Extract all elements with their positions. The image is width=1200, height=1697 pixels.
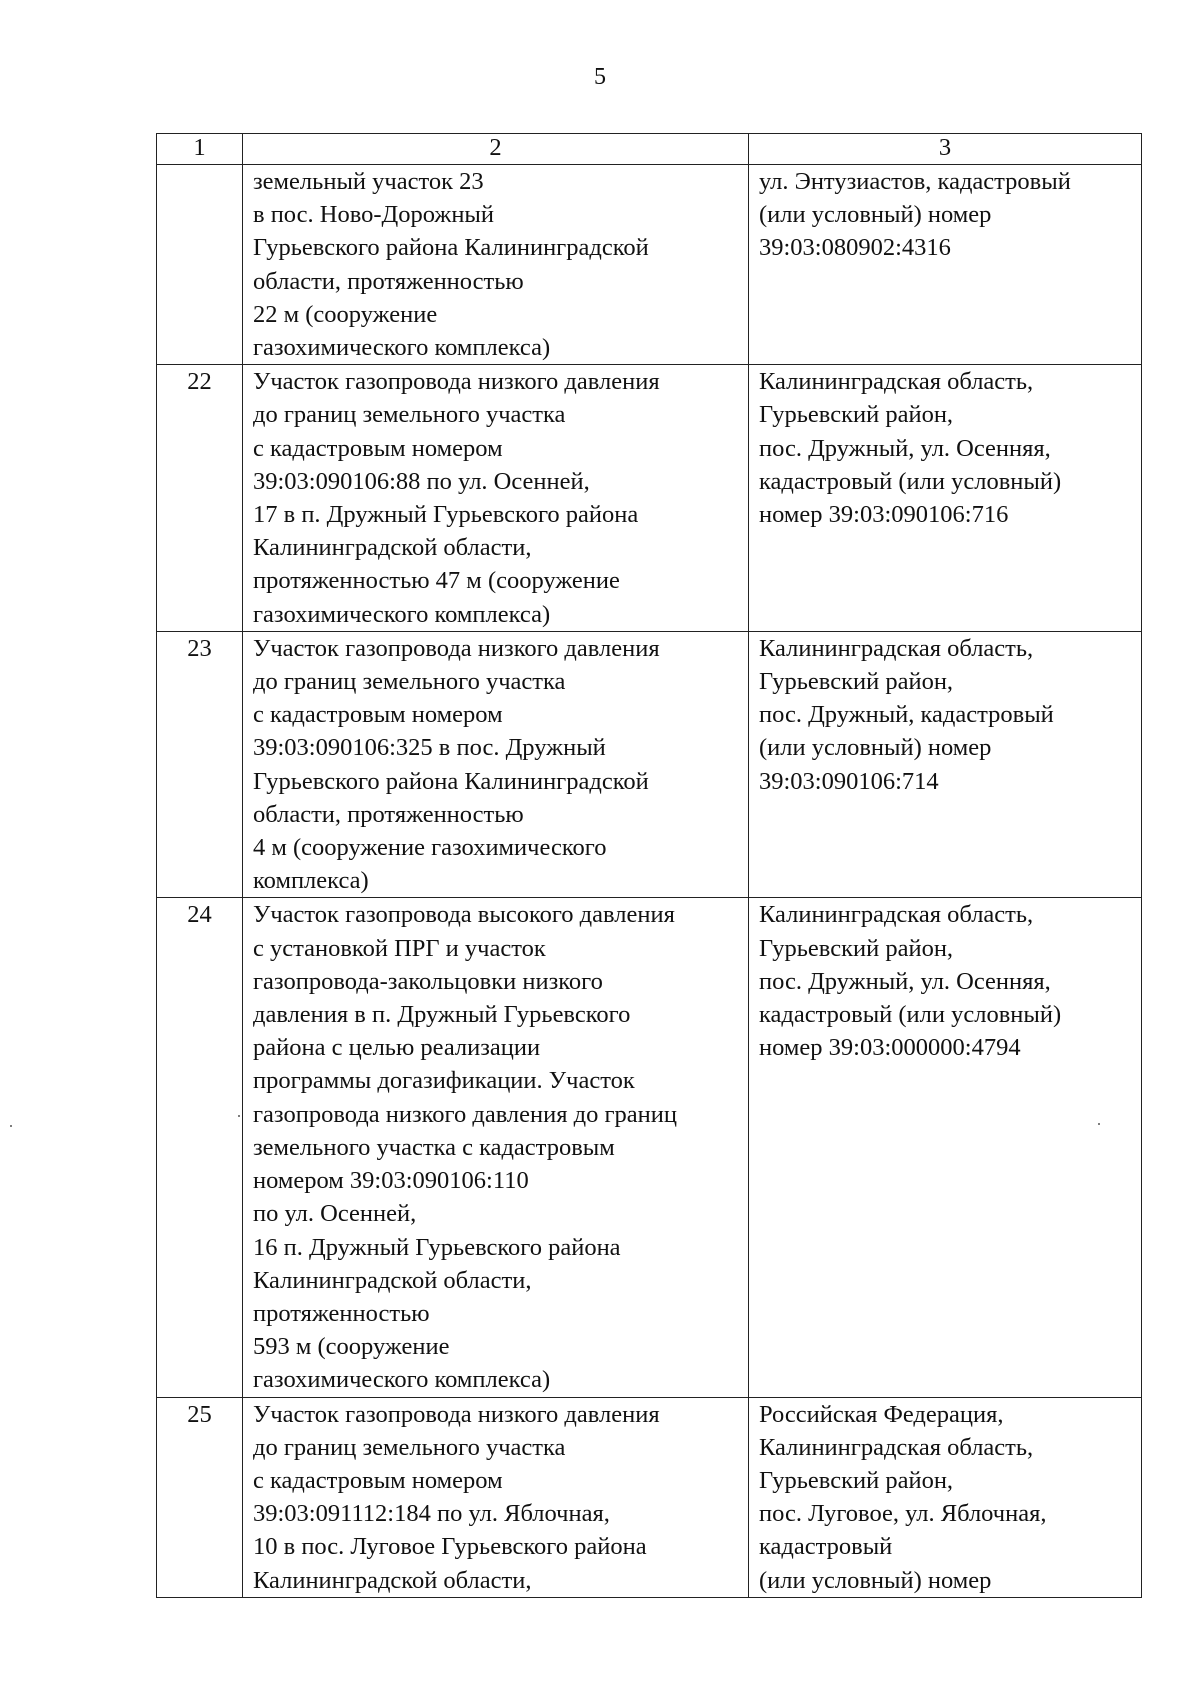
table-row (157, 1397, 1142, 1597)
table-row (157, 631, 1142, 898)
object-location: ул. Энтузиастов, кадастровый (или условный) номер 39:03:080902:4316 (749, 165, 1142, 365)
object-name: Участок газопровода высокого давления с установкой ПРГ и участок газопровода-закольцовки низкого давления в п. Дружный Гурьевского района с целью реализации программы догазификации. Участок газопровода низкого давления до границ земельного участка с кадастровым номером 39:03:090106:110 по ул. Осенней, 16 п. Дружный Гурьевского района Калининградской области, протяженностью 593 м (сооружение газохимического комплекса) (243, 898, 749, 1397)
table-row (157, 365, 1142, 632)
object-name: Участок газопровода низкого давления до границ земельного участка с кадастровым номером 39:03:091112:184 по ул. Яблочная, 10 в пос. Луговое Гурьевского района Калининградской области, (243, 1397, 749, 1597)
column-header-2: 2 (243, 134, 749, 165)
object-name: Участок газопровода низкого давления до границ земельного участка с кадастровым номером 39:03:090106:325 в пос. Дружный Гурьевского района Калининградской области, протяженностью 4 м (сооружение газохимического комплекса) (243, 631, 749, 898)
scan-speck (10, 1125, 12, 1127)
row-number (157, 165, 243, 365)
row-number: 23 (157, 631, 243, 898)
scan-speck (238, 1115, 240, 1117)
column-header-3: 3 (749, 134, 1142, 165)
objects-table (156, 133, 1142, 1598)
object-name: земельный участок 23 в пос. Ново-Дорожный Гурьевского района Калининградской области, протяженностью 22 м (сооружение газохимического комплекса) (243, 165, 749, 365)
scan-speck (1098, 1123, 1100, 1125)
column-header-1: 1 (157, 134, 243, 165)
table-row (157, 898, 1142, 1397)
object-location: Калининградская область, Гурьевский район, пос. Дружный, ул. Осенняя, кадастровый (или условный) номер 39:03:090106:716 (749, 365, 1142, 632)
table-header-row (157, 134, 1142, 165)
object-location: Калининградская область, Гурьевский район, пос. Дружный, ул. Осенняя, кадастровый (или условный) номер 39:03:000000:4794 (749, 898, 1142, 1397)
table-row (157, 165, 1142, 365)
page-number: 5 (594, 64, 606, 90)
row-number: 24 (157, 898, 243, 1397)
row-number: 25 (157, 1397, 243, 1597)
object-name: Участок газопровода низкого давления до границ земельного участка с кадастровым номером 39:03:090106:88 по ул. Осенней, 17 в п. Дружный Гурьевского района Калининградской области, протяженностью 47 м (сооружение газохимического комплекса) (243, 365, 749, 632)
object-location: Калининградская область, Гурьевский район, пос. Дружный, кадастровый (или условный) номер 39:03:090106:714 (749, 631, 1142, 898)
object-location: Российская Федерация, Калининградская область, Гурьевский район, пос. Луговое, ул. Яблочная, кадастровый (или условный) номер (749, 1397, 1142, 1597)
row-number: 22 (157, 365, 243, 632)
